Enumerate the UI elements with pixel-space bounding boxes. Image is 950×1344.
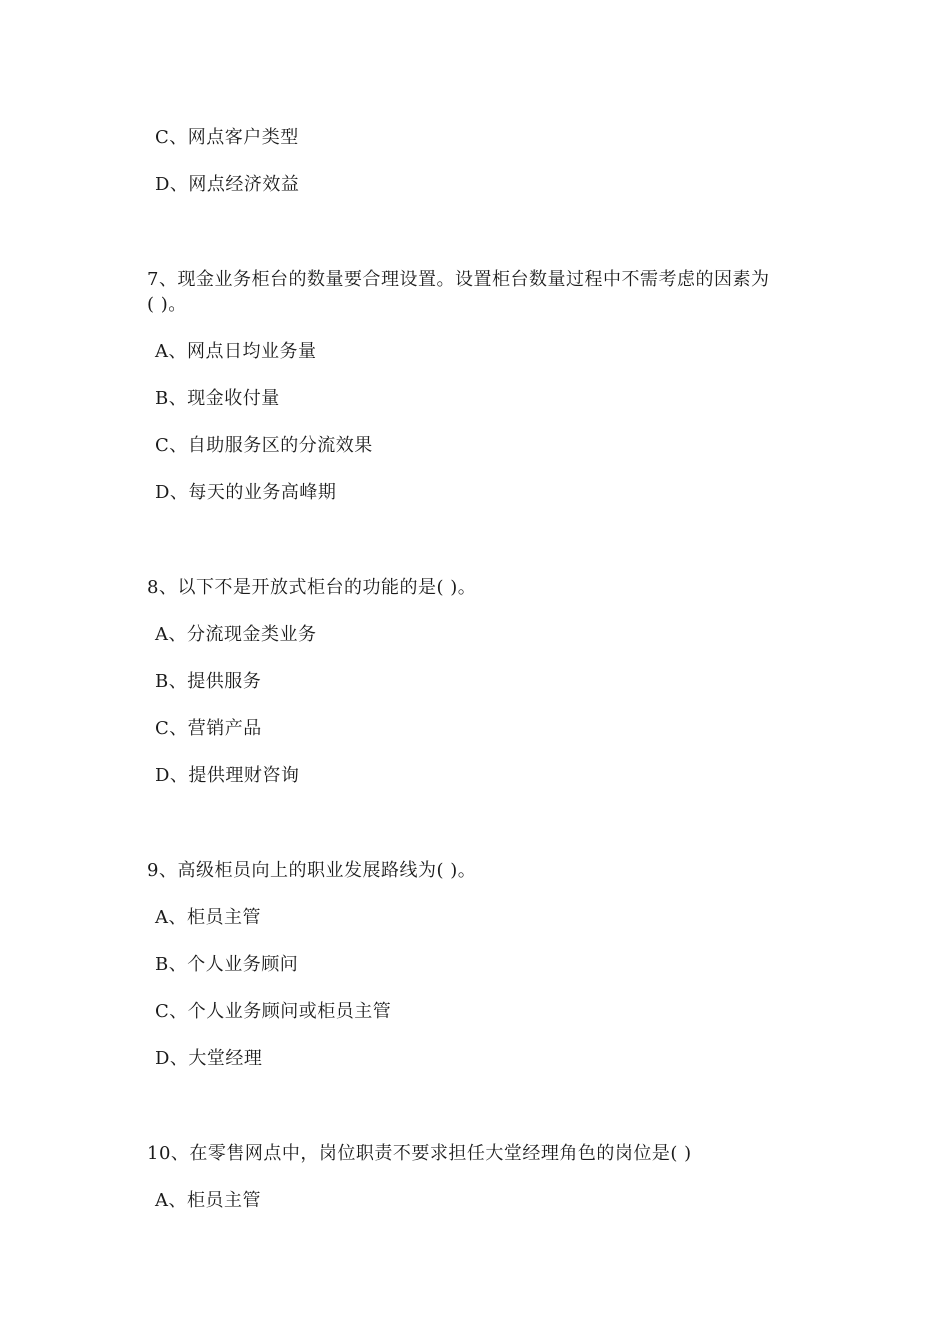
question-7-option-c: C、自助服务区的分流效果 <box>155 435 373 456</box>
question-10-option-a: A、柜员主管 <box>155 1190 261 1211</box>
question-10-text: 10、在零售网点中，岗位职责不要求担任大堂经理角色的岗位是( ) <box>147 1143 692 1164</box>
question-8-option-b: B、提供服务 <box>155 671 262 692</box>
question-9-text: 9、高级柜员向上的职业发展路线为( )。 <box>147 860 477 881</box>
prev-option-d: D、网点经济效益 <box>155 174 300 195</box>
question-7-option-d: D、每天的业务高峰期 <box>155 482 337 503</box>
question-8-text: 8、以下不是开放式柜台的功能的是( )。 <box>147 577 477 598</box>
question-8-option-a: A、分流现金类业务 <box>155 624 317 645</box>
question-7-text: 7、现金业务柜台的数量要合理设置。设置柜台数量过程中不需考虑的因素为 <box>147 269 770 290</box>
question-7-option-a: A、网点日均业务量 <box>155 341 317 362</box>
question-7-option-b: B、现金收付量 <box>155 388 280 409</box>
question-8-option-d: D、提供理财咨询 <box>155 765 300 786</box>
question-9-option-c: C、个人业务顾问或柜员主管 <box>155 1001 392 1022</box>
question-9-option-d: D、大堂经理 <box>155 1048 263 1069</box>
prev-option-c: C、网点客户类型 <box>155 127 299 148</box>
question-9-option-b: B、个人业务顾问 <box>155 954 299 975</box>
question-9-option-a: A、柜员主管 <box>155 907 261 928</box>
question-7-text-cont: ( )。 <box>147 294 187 315</box>
question-8-option-c: C、营销产品 <box>155 718 262 739</box>
